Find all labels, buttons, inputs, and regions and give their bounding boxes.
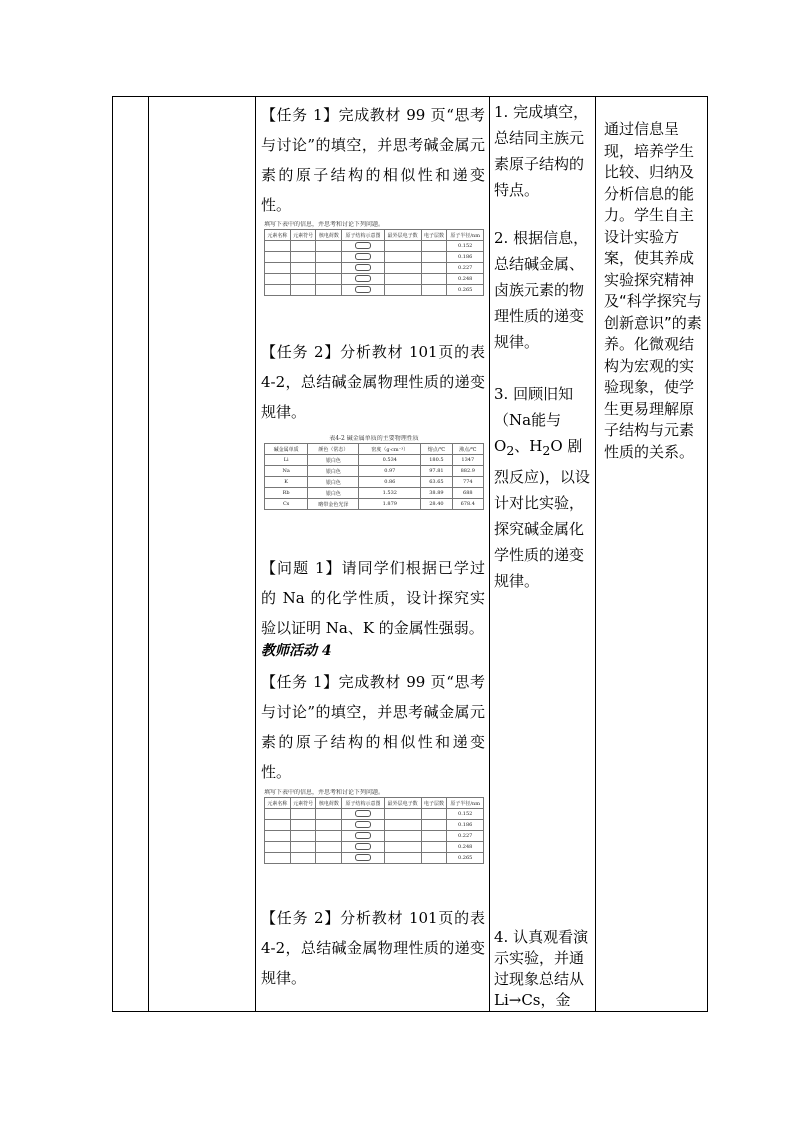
teacher-activity-cell xyxy=(256,97,488,1011)
atomic-structure-table-image: 填写下表中的信息，并思考和讨论下列问题。 元素名称 元素符号 核电荷数 原子结构示意图 最外层电子数 电子层数 原子半径/nm 0.152 0.186 0.227 0.248 0.265 xyxy=(264,221,484,319)
task-2-text: 【任务 2】分析教材 101页的表 4-2，总结碱金属物理性质的递变规律。 xyxy=(261,343,485,421)
student-step-3: 3. 回顾旧知（Na能与 $O_2$、$H_2O$ 剧烈反应)，以设计对比实验，探究碱金属化学性质的递变规律。 xyxy=(494,385,590,590)
question-1-text: 【问题 1】请同学们根据已学过的 Na 的化学性质，设计探究实验以证明 Na、K 的金属性强弱。 xyxy=(261,559,485,637)
figure-table: 碱金属单质 颜色（常态） 密度（g·cm⁻³） 熔点/℃ 沸点/℃ Li 银白色 0.534 180.5 1347 Na 银白色 0.97 97.81 882.9 K 银白色 0.86 63.65 774 Rb 银白色 1.532 38.89 688 Cs 略带金色光泽 1.879 28.40 678.4 xyxy=(264,443,484,510)
teacher-activity-4-heading: 教师活动 4 xyxy=(261,643,332,659)
column-divider xyxy=(148,97,149,1011)
task-1-text: 【任务 1】完成教材 99 页“思考与讨论”的填空，并思考碱金属元素的原子结构的相似性和递变性。 xyxy=(261,106,485,214)
task-1-repeat-text: 【任务 1】完成教材 99 页“思考与讨论”的填空，并思考碱金属元素的原子结构的相似性和递变性。 xyxy=(261,673,485,781)
column-divider xyxy=(595,97,596,1011)
student-activity-cell xyxy=(491,97,594,1011)
design-intent-text: 通过信息呈现，培养学生比较、归纳及分析信息的能力。学生自主设计实验方案，使其养成实验探究精神及“科学探究与创新意识”的素养。化微观结构为宏观的实验现象，使学生更易理解原子结构与元素性质的关系。 xyxy=(604,120,702,461)
figure-table: 元素名称 元素符号 核电荷数 原子结构示意图 最外层电子数 电子层数 原子半径/nm 0.152 0.186 0.227 0.248 0.265 xyxy=(264,229,484,296)
student-step-2: 2. 根据信息，总结碱金属、卤族元素的物理性质的递变规律。 xyxy=(494,229,589,351)
student-step-1: 1. 完成填空，总结同主族元素原子结构的特点。 xyxy=(494,103,589,199)
atomic-structure-table-image-2: 填写下表中的信息，并思考和讨论下列问题。 元素名称 元素符号 核电荷数 原子结构示意图 最外层电子数 电子层数 原子半径/nm 0.152 0.186 0.227 0.248 0.265 xyxy=(264,789,484,889)
design-intent-cell xyxy=(599,97,707,1011)
column-divider xyxy=(489,97,490,1011)
lesson-plan-table xyxy=(112,96,708,1012)
figure-table: 元素名称 元素符号 核电荷数 原子结构示意图 最外层电子数 电子层数 原子半径/nm 0.152 0.186 0.227 0.248 0.265 xyxy=(264,797,484,864)
task-2-repeat-text: 【任务 2】分析教材 101页的表 4-2，总结碱金属物理性质的递变规律。 xyxy=(261,909,485,987)
physical-properties-table-image: 表4-2 碱金属单质的主要物理性质 碱金属单质 颜色（常态） 密度（g·cm⁻³） 熔点/℃ 沸点/℃ Li 银白色 0.534 180.5 1347 Na 银白色 0.97 97.81 882.9 K 银白色 0.86 63.65 774 Rb 银白色 1.532 38.89 688 Cs 略带金色光泽 1.879 28.40 678.4 xyxy=(264,435,484,545)
student-step-4: 4. 认真观看演示实验，并通过现象总结从 Li→Cs，金 xyxy=(494,928,589,1009)
